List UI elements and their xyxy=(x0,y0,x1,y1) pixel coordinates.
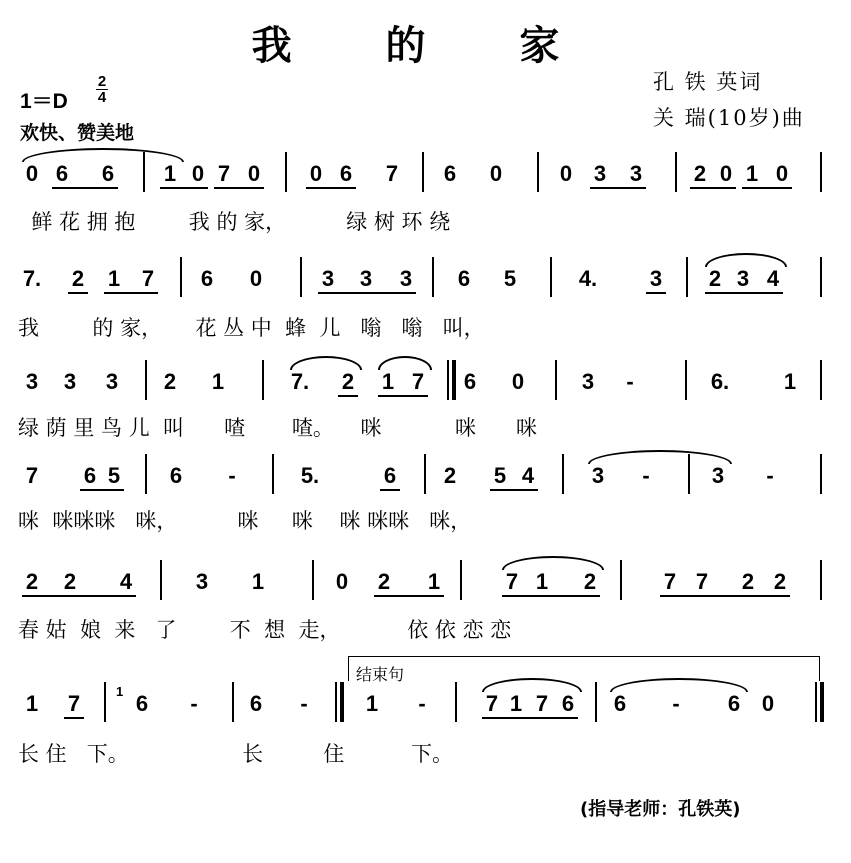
note: 3 xyxy=(63,369,77,394)
note: 7 xyxy=(217,161,231,186)
bar-line xyxy=(820,454,822,494)
note: 0 xyxy=(25,161,39,186)
note: 3 xyxy=(195,569,209,594)
beam-underline xyxy=(646,292,666,294)
note: 3 xyxy=(711,463,725,488)
note: 2 xyxy=(443,463,457,488)
note: - xyxy=(418,691,426,716)
bar-line xyxy=(335,682,337,722)
note: 6 xyxy=(55,161,69,186)
note: 1 xyxy=(745,161,759,186)
note: 6 xyxy=(613,691,627,716)
note: 4 xyxy=(119,569,133,594)
note: 0 xyxy=(335,569,349,594)
lyric-line: 绿 荫 里 鸟 儿 叫 喳 喳。 咪 咪 咪 xyxy=(18,416,538,440)
note: 2 xyxy=(708,266,722,291)
note: 3 xyxy=(649,266,663,291)
note: 6 xyxy=(339,161,353,186)
note: - xyxy=(642,463,650,488)
note: 1 xyxy=(365,691,379,716)
note: 1 xyxy=(381,369,395,394)
bar-line xyxy=(160,560,162,600)
note: 3 xyxy=(593,161,607,186)
note: 7 xyxy=(67,691,81,716)
bar-line xyxy=(262,360,264,400)
bar-line xyxy=(460,560,462,600)
composer-credit: 关 瑞(10岁)曲 xyxy=(653,106,805,130)
beam-underline xyxy=(306,187,356,189)
note: 0 xyxy=(559,161,573,186)
beam-underline xyxy=(160,187,208,189)
note: - xyxy=(228,463,236,488)
note: 1 xyxy=(509,691,523,716)
note: 2 xyxy=(377,569,391,594)
note: 5 xyxy=(107,463,121,488)
beam-underline xyxy=(374,595,444,597)
song-title: 我 的 家 xyxy=(251,22,600,69)
ending-bracket xyxy=(348,656,820,681)
bar-line xyxy=(145,360,147,400)
note: 1 xyxy=(211,369,225,394)
note: 6 xyxy=(561,691,575,716)
bar-line xyxy=(675,152,677,192)
note: 3 xyxy=(399,266,413,291)
bar-line xyxy=(432,257,434,297)
note: 0 xyxy=(775,161,789,186)
beam-underline xyxy=(338,395,358,397)
bar-line xyxy=(422,152,424,192)
note: 7 xyxy=(141,266,155,291)
double-bar-line xyxy=(452,360,456,400)
bar-line xyxy=(537,152,539,192)
lyric-line: 咪 咪咪咪 咪， 咪 咪 咪 咪咪 咪， xyxy=(18,509,472,533)
note: 6 xyxy=(443,161,457,186)
bar-line xyxy=(272,454,274,494)
bar-line xyxy=(312,560,314,600)
note: 6 xyxy=(135,691,149,716)
beam-underline xyxy=(590,187,646,189)
note: 6 xyxy=(727,691,741,716)
beam-underline xyxy=(490,489,538,491)
note: 7 xyxy=(695,569,709,594)
lyricist-credit: 孔 铁 英词 xyxy=(653,70,763,94)
note: 7 xyxy=(505,569,519,594)
note: 2 xyxy=(773,569,787,594)
note: 3 xyxy=(105,369,119,394)
note: 0 xyxy=(247,161,261,186)
note: - xyxy=(190,691,198,716)
note: 0 xyxy=(249,266,263,291)
note: 5 xyxy=(503,266,517,291)
slur xyxy=(22,148,184,162)
note: 1 xyxy=(535,569,549,594)
beam-underline xyxy=(64,717,84,719)
note: 6 xyxy=(457,266,471,291)
note: 2 xyxy=(163,369,177,394)
note: 5 xyxy=(493,463,507,488)
volta-marker: 1 xyxy=(116,684,124,699)
note: 7 xyxy=(663,569,677,594)
note: 6 xyxy=(383,463,397,488)
beam-underline xyxy=(104,292,158,294)
double-bar-line xyxy=(820,682,824,722)
note: 2 xyxy=(693,161,707,186)
note: 2 xyxy=(741,569,755,594)
note: 1 xyxy=(163,161,177,186)
bar-line xyxy=(820,152,822,192)
note: 0 xyxy=(309,161,323,186)
note: 7 xyxy=(535,691,549,716)
bar-line xyxy=(300,257,302,297)
beam-underline xyxy=(742,187,792,189)
bar-line xyxy=(550,257,552,297)
note: 2 xyxy=(583,569,597,594)
note: 3 xyxy=(736,266,750,291)
time-signature-top: 2 xyxy=(97,73,107,90)
beam-underline xyxy=(318,292,416,294)
bar-line xyxy=(145,454,147,494)
beam-underline xyxy=(68,292,88,294)
beam-underline xyxy=(22,595,136,597)
bar-line xyxy=(820,560,822,600)
note: 1 xyxy=(251,569,265,594)
time-signature xyxy=(96,74,108,105)
bar-line xyxy=(595,682,597,722)
note: 1 xyxy=(427,569,441,594)
beam-underline xyxy=(660,595,790,597)
note: 7. xyxy=(290,369,310,394)
note: 3 xyxy=(581,369,595,394)
note: 2 xyxy=(71,266,85,291)
note: 4 xyxy=(766,266,780,291)
bar-line xyxy=(104,682,106,722)
slur xyxy=(502,556,604,570)
note: 3 xyxy=(629,161,643,186)
note: 3 xyxy=(359,266,373,291)
note: 4. xyxy=(578,266,598,291)
bar-line xyxy=(555,360,557,400)
lyric-line: 我 的 家， 花 丛 中 蜂 儿 嗡 嗡 叫， xyxy=(18,316,485,340)
bar-line xyxy=(620,560,622,600)
beam-underline xyxy=(380,489,400,491)
note: 5. xyxy=(300,463,320,488)
note: - xyxy=(766,463,774,488)
note: 3 xyxy=(25,369,39,394)
slur xyxy=(290,356,362,370)
note: 1 xyxy=(783,369,797,394)
bar-line xyxy=(455,682,457,722)
note: 6 xyxy=(463,369,477,394)
bar-line xyxy=(815,682,817,722)
bar-line xyxy=(424,454,426,494)
note: - xyxy=(626,369,634,394)
slur xyxy=(705,253,787,267)
time-signature-bottom: 4 xyxy=(97,89,107,106)
note: 0 xyxy=(761,691,775,716)
note: 6 xyxy=(83,463,97,488)
note: 4 xyxy=(521,463,535,488)
bar-line xyxy=(820,257,822,297)
beam-underline xyxy=(482,717,578,719)
note: 2 xyxy=(341,369,355,394)
note: 6 xyxy=(249,691,263,716)
note: 3 xyxy=(321,266,335,291)
beam-underline xyxy=(705,292,783,294)
note: 1 xyxy=(25,691,39,716)
teacher-credit: (指导老师：孔铁英) xyxy=(580,799,741,820)
bar-line xyxy=(232,682,234,722)
note: 2 xyxy=(25,569,39,594)
note: 6 xyxy=(169,463,183,488)
note: 6. xyxy=(710,369,730,394)
lyric-line: 长 住 下。 长 住 下。 xyxy=(18,742,454,766)
note: 1 xyxy=(107,266,121,291)
note: 7. xyxy=(22,266,42,291)
note: 0 xyxy=(191,161,205,186)
note: 3 xyxy=(591,463,605,488)
note: 7 xyxy=(385,161,399,186)
note: 0 xyxy=(719,161,733,186)
beam-underline xyxy=(80,489,124,491)
lyric-line: 鲜 花 拥 抱 我 的 家， 绿 树 环 绕 xyxy=(18,210,451,234)
bar-line xyxy=(285,152,287,192)
note: 0 xyxy=(489,161,503,186)
note: - xyxy=(672,691,680,716)
lyric-line: 春 姑 娘 来 了 不 想 走， 依 依 恋 恋 xyxy=(18,618,512,642)
note: 6 xyxy=(200,266,214,291)
beam-underline xyxy=(52,187,118,189)
beam-underline xyxy=(690,187,736,189)
bar-line xyxy=(447,360,449,400)
note: 7 xyxy=(25,463,39,488)
note: 6 xyxy=(101,161,115,186)
beam-underline xyxy=(378,395,428,397)
note: 2 xyxy=(63,569,77,594)
bar-line xyxy=(685,360,687,400)
note: 7 xyxy=(485,691,499,716)
tempo-marking: 欢快、赞美地 xyxy=(20,122,135,144)
key-signature: 1＝D xyxy=(20,90,68,113)
note: 0 xyxy=(511,369,525,394)
ending-label: 结束句 xyxy=(356,665,405,684)
bar-line xyxy=(180,257,182,297)
beam-underline xyxy=(214,187,264,189)
bar-line xyxy=(686,257,688,297)
bar-line xyxy=(820,360,822,400)
double-bar-line xyxy=(340,682,344,722)
note: - xyxy=(300,691,308,716)
beam-underline xyxy=(502,595,600,597)
bar-line xyxy=(562,454,564,494)
slur xyxy=(378,356,432,370)
slur xyxy=(588,450,732,464)
note: 7 xyxy=(411,369,425,394)
